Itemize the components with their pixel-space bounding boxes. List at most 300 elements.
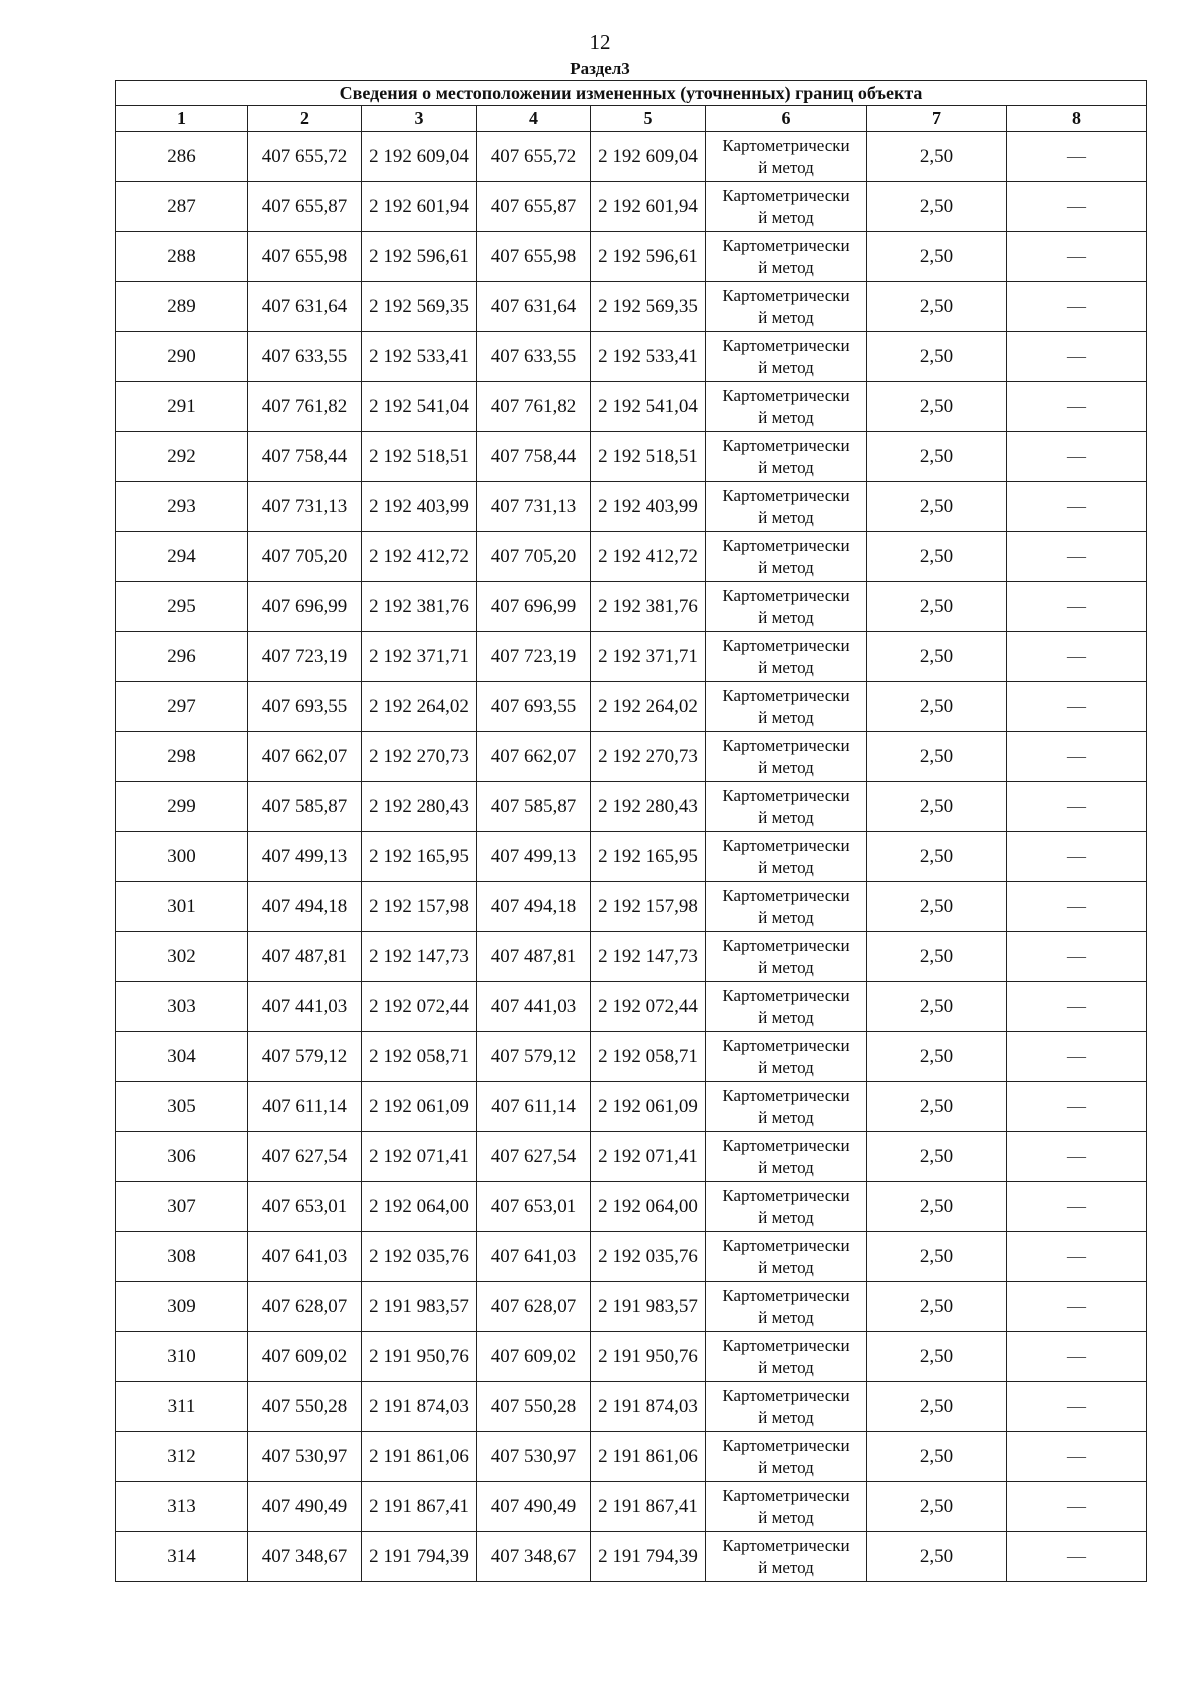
- point-number-cell: 306: [116, 1132, 248, 1182]
- description-cell: —: [1007, 632, 1147, 682]
- point-number-cell: 290: [116, 332, 248, 382]
- x-coordinate-refined-cell: 407 631,64: [477, 282, 591, 332]
- accuracy-cell: 2,50: [867, 1132, 1007, 1182]
- method-text: й метод: [758, 807, 814, 827]
- method-cell: [706, 1232, 867, 1282]
- y-coordinate-cell: 2 192 058,71: [362, 1032, 477, 1082]
- x-coordinate-cell: 407 696,99: [248, 582, 362, 632]
- y-coordinate-refined-cell: 2 192 609,04: [591, 132, 706, 182]
- method-text: Картометрически: [722, 1285, 850, 1305]
- method-cell: [706, 732, 867, 782]
- method-cell: [706, 982, 867, 1032]
- y-coordinate-cell: 2 192 609,04: [362, 132, 477, 182]
- x-coordinate-cell: 407 490,49: [248, 1482, 362, 1532]
- method-text: й метод: [758, 507, 814, 527]
- method-text: Картометрически: [722, 585, 850, 605]
- point-number-cell: 300: [116, 832, 248, 882]
- y-coordinate-cell: 2 192 412,72: [362, 532, 477, 582]
- accuracy-cell: 2,50: [867, 582, 1007, 632]
- accuracy-cell: 2,50: [867, 532, 1007, 582]
- accuracy-cell: 2,50: [867, 1032, 1007, 1082]
- point-number-cell: 296: [116, 632, 248, 682]
- method-text: Картометрически: [722, 1035, 850, 1055]
- method-text: Картометрически: [722, 435, 850, 455]
- method-text: Картометрически: [722, 1185, 850, 1205]
- description-cell: —: [1007, 832, 1147, 882]
- method-text: Картометрически: [722, 785, 850, 805]
- description-cell: —: [1007, 1032, 1147, 1082]
- x-coordinate-cell: 407 611,14: [248, 1082, 362, 1132]
- x-coordinate-cell: 407 723,19: [248, 632, 362, 682]
- x-coordinate-cell: 407 494,18: [248, 882, 362, 932]
- description-cell: —: [1007, 132, 1147, 182]
- description-cell: —: [1007, 382, 1147, 432]
- method-cell: [706, 582, 867, 632]
- accuracy-cell: 2,50: [867, 1232, 1007, 1282]
- method-text: й метод: [758, 1557, 814, 1577]
- y-coordinate-refined-cell: 2 192 596,61: [591, 232, 706, 282]
- column-number-8: 8: [1007, 106, 1147, 132]
- method-text: й метод: [758, 907, 814, 927]
- description-cell: —: [1007, 982, 1147, 1032]
- x-coordinate-cell: 407 655,87: [248, 182, 362, 232]
- description-cell: —: [1007, 1182, 1147, 1232]
- accuracy-cell: 2,50: [867, 282, 1007, 332]
- description-cell: —: [1007, 432, 1147, 482]
- column-number-7: 7: [867, 106, 1007, 132]
- accuracy-cell: 2,50: [867, 982, 1007, 1032]
- y-coordinate-refined-cell: 2 191 794,39: [591, 1532, 706, 1582]
- description-cell: —: [1007, 1432, 1147, 1482]
- y-coordinate-refined-cell: 2 192 569,35: [591, 282, 706, 332]
- method-text: Картометрически: [722, 135, 850, 155]
- table-row: [116, 1282, 1147, 1332]
- y-coordinate-cell: 2 192 061,09: [362, 1082, 477, 1132]
- point-number-cell: 304: [116, 1032, 248, 1082]
- x-coordinate-cell: 407 348,67: [248, 1532, 362, 1582]
- description-cell: —: [1007, 1382, 1147, 1432]
- method-text: Картометрически: [722, 385, 850, 405]
- method-cell: [706, 632, 867, 682]
- method-cell: [706, 1482, 867, 1532]
- x-coordinate-cell: 407 579,12: [248, 1032, 362, 1082]
- method-text: й метод: [758, 1207, 814, 1227]
- description-cell: —: [1007, 1332, 1147, 1382]
- method-text: й метод: [758, 1257, 814, 1277]
- description-cell: —: [1007, 582, 1147, 632]
- x-coordinate-refined-cell: 407 655,87: [477, 182, 591, 232]
- point-number-cell: 299: [116, 782, 248, 832]
- x-coordinate-cell: 407 631,64: [248, 282, 362, 332]
- method-text: Картометрически: [722, 185, 850, 205]
- point-number-cell: 291: [116, 382, 248, 432]
- table-row: [116, 1082, 1147, 1132]
- method-cell: [706, 1032, 867, 1082]
- method-text: й метод: [758, 857, 814, 877]
- method-text: Картометрически: [722, 1135, 850, 1155]
- x-coordinate-cell: 407 662,07: [248, 732, 362, 782]
- x-coordinate-refined-cell: 407 655,98: [477, 232, 591, 282]
- x-coordinate-refined-cell: 407 627,54: [477, 1132, 591, 1182]
- method-text: Картометрически: [722, 1385, 850, 1405]
- method-cell: [706, 1382, 867, 1432]
- table-row: [116, 1532, 1147, 1582]
- table-row: [116, 982, 1147, 1032]
- table-row: [116, 632, 1147, 682]
- description-cell: —: [1007, 1282, 1147, 1332]
- y-coordinate-cell: 2 192 518,51: [362, 432, 477, 482]
- table-row: [116, 1382, 1147, 1432]
- method-text: Картометрически: [722, 835, 850, 855]
- column-number-1: 1: [116, 106, 248, 132]
- x-coordinate-refined-cell: 407 653,01: [477, 1182, 591, 1232]
- method-cell: [706, 432, 867, 482]
- y-coordinate-cell: 2 192 403,99: [362, 482, 477, 532]
- y-coordinate-cell: 2 191 867,41: [362, 1482, 477, 1532]
- y-coordinate-refined-cell: 2 191 861,06: [591, 1432, 706, 1482]
- table-row: [116, 1432, 1147, 1482]
- x-coordinate-refined-cell: 407 494,18: [477, 882, 591, 932]
- point-number-cell: 292: [116, 432, 248, 482]
- accuracy-cell: 2,50: [867, 1182, 1007, 1232]
- method-cell: [706, 232, 867, 282]
- y-coordinate-cell: 2 192 035,76: [362, 1232, 477, 1282]
- accuracy-cell: 2,50: [867, 832, 1007, 882]
- y-coordinate-refined-cell: 2 192 601,94: [591, 182, 706, 232]
- y-coordinate-refined-cell: 2 192 035,76: [591, 1232, 706, 1282]
- method-text: й метод: [758, 607, 814, 627]
- column-number-4: 4: [477, 106, 591, 132]
- x-coordinate-refined-cell: 407 499,13: [477, 832, 591, 882]
- table-row: [116, 432, 1147, 482]
- method-cell: [706, 1532, 867, 1582]
- x-coordinate-refined-cell: 407 490,49: [477, 1482, 591, 1532]
- accuracy-cell: 2,50: [867, 1482, 1007, 1532]
- y-coordinate-cell: 2 192 533,41: [362, 332, 477, 382]
- table-row: [116, 782, 1147, 832]
- method-cell: [706, 282, 867, 332]
- x-coordinate-refined-cell: 407 611,14: [477, 1082, 591, 1132]
- y-coordinate-refined-cell: 2 192 061,09: [591, 1082, 706, 1132]
- method-text: Картометрически: [722, 335, 850, 355]
- method-text: й метод: [758, 1457, 814, 1477]
- x-coordinate-cell: 407 441,03: [248, 982, 362, 1032]
- y-coordinate-refined-cell: 2 192 270,73: [591, 732, 706, 782]
- description-cell: —: [1007, 732, 1147, 782]
- x-coordinate-cell: 407 655,98: [248, 232, 362, 282]
- y-coordinate-refined-cell: 2 191 867,41: [591, 1482, 706, 1532]
- y-coordinate-refined-cell: 2 192 165,95: [591, 832, 706, 882]
- coordinates-table: [115, 80, 1147, 1582]
- y-coordinate-cell: 2 192 165,95: [362, 832, 477, 882]
- method-cell: [706, 1282, 867, 1332]
- method-text: Картометрически: [722, 235, 850, 255]
- accuracy-cell: 2,50: [867, 782, 1007, 832]
- x-coordinate-cell: 407 758,44: [248, 432, 362, 482]
- accuracy-cell: 2,50: [867, 732, 1007, 782]
- table-row: [116, 932, 1147, 982]
- point-number-cell: 286: [116, 132, 248, 182]
- method-text: й метод: [758, 1057, 814, 1077]
- description-cell: —: [1007, 882, 1147, 932]
- description-cell: —: [1007, 1232, 1147, 1282]
- accuracy-cell: 2,50: [867, 1082, 1007, 1132]
- y-coordinate-cell: 2 192 381,76: [362, 582, 477, 632]
- method-text: й метод: [758, 357, 814, 377]
- table-row: [116, 232, 1147, 282]
- y-coordinate-cell: 2 192 601,94: [362, 182, 477, 232]
- y-coordinate-cell: 2 192 072,44: [362, 982, 477, 1032]
- table-row: [116, 132, 1147, 182]
- y-coordinate-cell: 2 192 371,71: [362, 632, 477, 682]
- method-text: й метод: [758, 957, 814, 977]
- table-row: [116, 732, 1147, 782]
- method-cell: [706, 382, 867, 432]
- x-coordinate-cell: 407 628,07: [248, 1282, 362, 1332]
- x-coordinate-refined-cell: 407 530,97: [477, 1432, 591, 1482]
- x-coordinate-cell: 407 693,55: [248, 682, 362, 732]
- y-coordinate-cell: 2 192 064,00: [362, 1182, 477, 1232]
- method-text: й метод: [758, 1307, 814, 1327]
- point-number-cell: 310: [116, 1332, 248, 1382]
- method-text: Картометрически: [722, 1535, 850, 1555]
- method-text: й метод: [758, 457, 814, 477]
- method-cell: [706, 182, 867, 232]
- method-text: й метод: [758, 707, 814, 727]
- point-number-cell: 297: [116, 682, 248, 732]
- method-text: й метод: [758, 307, 814, 327]
- method-text: Картометрически: [722, 735, 850, 755]
- x-coordinate-cell: 407 633,55: [248, 332, 362, 382]
- x-coordinate-refined-cell: 407 585,87: [477, 782, 591, 832]
- method-text: й метод: [758, 1357, 814, 1377]
- point-number-cell: 294: [116, 532, 248, 582]
- y-coordinate-refined-cell: 2 191 983,57: [591, 1282, 706, 1332]
- point-number-cell: 287: [116, 182, 248, 232]
- method-text: й метод: [758, 257, 814, 277]
- method-text: Картометрически: [722, 685, 850, 705]
- method-cell: [706, 832, 867, 882]
- y-coordinate-refined-cell: 2 192 518,51: [591, 432, 706, 482]
- y-coordinate-cell: 2 191 950,76: [362, 1332, 477, 1382]
- table-row: [116, 682, 1147, 732]
- x-coordinate-cell: 407 655,72: [248, 132, 362, 182]
- method-text: й метод: [758, 1007, 814, 1027]
- point-number-cell: 305: [116, 1082, 248, 1132]
- y-coordinate-refined-cell: 2 192 403,99: [591, 482, 706, 532]
- x-coordinate-cell: 407 627,54: [248, 1132, 362, 1182]
- x-coordinate-refined-cell: 407 693,55: [477, 682, 591, 732]
- description-cell: —: [1007, 932, 1147, 982]
- x-coordinate-refined-cell: 407 641,03: [477, 1232, 591, 1282]
- point-number-cell: 313: [116, 1482, 248, 1532]
- x-coordinate-cell: 407 530,97: [248, 1432, 362, 1482]
- method-cell: [706, 1332, 867, 1382]
- description-cell: —: [1007, 232, 1147, 282]
- table-row: [116, 382, 1147, 432]
- x-coordinate-cell: 407 499,13: [248, 832, 362, 882]
- table-row: [116, 1232, 1147, 1282]
- method-text: й метод: [758, 557, 814, 577]
- x-coordinate-refined-cell: 407 609,02: [477, 1332, 591, 1382]
- table-caption-row: [116, 81, 1147, 106]
- method-cell: [706, 132, 867, 182]
- description-cell: —: [1007, 1532, 1147, 1582]
- table-row: [116, 482, 1147, 532]
- table-row: [116, 1482, 1147, 1532]
- method-text: Картометрически: [722, 1235, 850, 1255]
- point-number-cell: 298: [116, 732, 248, 782]
- method-text: й метод: [758, 757, 814, 777]
- description-cell: —: [1007, 682, 1147, 732]
- column-number-2: 2: [248, 106, 362, 132]
- table-body: [116, 132, 1147, 1582]
- y-coordinate-refined-cell: 2 192 058,71: [591, 1032, 706, 1082]
- x-coordinate-refined-cell: 407 723,19: [477, 632, 591, 682]
- x-coordinate-refined-cell: 407 696,99: [477, 582, 591, 632]
- x-coordinate-refined-cell: 407 348,67: [477, 1532, 591, 1582]
- accuracy-cell: 2,50: [867, 332, 1007, 382]
- column-number-6: 6: [706, 106, 867, 132]
- x-coordinate-cell: 407 705,20: [248, 532, 362, 582]
- method-text: й метод: [758, 1407, 814, 1427]
- accuracy-cell: 2,50: [867, 1282, 1007, 1332]
- x-coordinate-cell: 407 487,81: [248, 932, 362, 982]
- point-number-cell: 314: [116, 1532, 248, 1582]
- method-cell: [706, 1082, 867, 1132]
- method-cell: [706, 1432, 867, 1482]
- accuracy-cell: 2,50: [867, 882, 1007, 932]
- point-number-cell: 289: [116, 282, 248, 332]
- table-row: [116, 1132, 1147, 1182]
- page-number: 12: [589, 30, 611, 54]
- point-number-cell: 295: [116, 582, 248, 632]
- description-cell: —: [1007, 282, 1147, 332]
- y-coordinate-refined-cell: 2 192 147,73: [591, 932, 706, 982]
- table-row: [116, 282, 1147, 332]
- y-coordinate-cell: 2 191 861,06: [362, 1432, 477, 1482]
- y-coordinate-cell: 2 192 280,43: [362, 782, 477, 832]
- accuracy-cell: 2,50: [867, 432, 1007, 482]
- point-number-cell: 311: [116, 1382, 248, 1432]
- method-text: Картометрически: [722, 985, 850, 1005]
- method-text: й метод: [758, 1507, 814, 1527]
- y-coordinate-cell: 2 191 794,39: [362, 1532, 477, 1582]
- y-coordinate-cell: 2 191 983,57: [362, 1282, 477, 1332]
- point-number-cell: 293: [116, 482, 248, 532]
- description-cell: —: [1007, 782, 1147, 832]
- method-text: й метод: [758, 157, 814, 177]
- method-text: Картометрически: [722, 285, 850, 305]
- x-coordinate-refined-cell: 407 550,28: [477, 1382, 591, 1432]
- y-coordinate-refined-cell: 2 192 071,41: [591, 1132, 706, 1182]
- y-coordinate-refined-cell: 2 192 533,41: [591, 332, 706, 382]
- method-cell: [706, 332, 867, 382]
- table-row: [116, 882, 1147, 932]
- description-cell: —: [1007, 332, 1147, 382]
- section-title: Раздел3: [570, 59, 630, 78]
- x-coordinate-cell: 407 585,87: [248, 782, 362, 832]
- y-coordinate-cell: 2 192 157,98: [362, 882, 477, 932]
- method-text: Картометрически: [722, 485, 850, 505]
- y-coordinate-refined-cell: 2 192 157,98: [591, 882, 706, 932]
- table-row: [116, 1182, 1147, 1232]
- accuracy-cell: 2,50: [867, 1332, 1007, 1382]
- method-text: й метод: [758, 407, 814, 427]
- x-coordinate-cell: 407 609,02: [248, 1332, 362, 1382]
- y-coordinate-refined-cell: 2 192 412,72: [591, 532, 706, 582]
- x-coordinate-refined-cell: 407 758,44: [477, 432, 591, 482]
- accuracy-cell: 2,50: [867, 232, 1007, 282]
- accuracy-cell: 2,50: [867, 1532, 1007, 1582]
- method-text: й метод: [758, 1157, 814, 1177]
- table-row: [116, 582, 1147, 632]
- method-text: й метод: [758, 657, 814, 677]
- table-row: [116, 1032, 1147, 1082]
- x-coordinate-refined-cell: 407 705,20: [477, 532, 591, 582]
- description-cell: —: [1007, 532, 1147, 582]
- point-number-cell: 303: [116, 982, 248, 1032]
- point-number-cell: 308: [116, 1232, 248, 1282]
- accuracy-cell: 2,50: [867, 482, 1007, 532]
- method-text: Картометрически: [722, 935, 850, 955]
- method-text: Картометрически: [722, 1485, 850, 1505]
- y-coordinate-refined-cell: 2 192 280,43: [591, 782, 706, 832]
- table-row: [116, 532, 1147, 582]
- x-coordinate-refined-cell: 407 628,07: [477, 1282, 591, 1332]
- y-coordinate-cell: 2 192 569,35: [362, 282, 477, 332]
- table-row: [116, 332, 1147, 382]
- accuracy-cell: 2,50: [867, 1432, 1007, 1482]
- method-cell: [706, 1132, 867, 1182]
- method-text: Картометрически: [722, 885, 850, 905]
- y-coordinate-cell: 2 192 541,04: [362, 382, 477, 432]
- x-coordinate-refined-cell: 407 441,03: [477, 982, 591, 1032]
- y-coordinate-refined-cell: 2 191 874,03: [591, 1382, 706, 1432]
- description-cell: —: [1007, 482, 1147, 532]
- method-text: Картометрически: [722, 535, 850, 555]
- method-cell: [706, 482, 867, 532]
- point-number-cell: 301: [116, 882, 248, 932]
- method-cell: [706, 682, 867, 732]
- method-text: Картометрически: [722, 1335, 850, 1355]
- x-coordinate-refined-cell: 407 487,81: [477, 932, 591, 982]
- x-coordinate-cell: 407 761,82: [248, 382, 362, 432]
- y-coordinate-refined-cell: 2 192 064,00: [591, 1182, 706, 1232]
- y-coordinate-cell: 2 192 596,61: [362, 232, 477, 282]
- method-text: й метод: [758, 207, 814, 227]
- column-number-5: 5: [591, 106, 706, 132]
- description-cell: —: [1007, 1132, 1147, 1182]
- y-coordinate-refined-cell: 2 192 371,71: [591, 632, 706, 682]
- table-row: [116, 182, 1147, 232]
- table-row: [116, 832, 1147, 882]
- y-coordinate-cell: 2 192 147,73: [362, 932, 477, 982]
- method-text: Картометрически: [722, 635, 850, 655]
- accuracy-cell: 2,50: [867, 132, 1007, 182]
- description-cell: —: [1007, 182, 1147, 232]
- accuracy-cell: 2,50: [867, 1382, 1007, 1432]
- x-coordinate-cell: 407 550,28: [248, 1382, 362, 1432]
- y-coordinate-cell: 2 192 264,02: [362, 682, 477, 732]
- x-coordinate-cell: 407 641,03: [248, 1232, 362, 1282]
- accuracy-cell: 2,50: [867, 632, 1007, 682]
- x-coordinate-cell: 407 731,13: [248, 482, 362, 532]
- x-coordinate-refined-cell: 407 655,72: [477, 132, 591, 182]
- method-text: Картометрически: [722, 1435, 850, 1455]
- method-cell: [706, 782, 867, 832]
- y-coordinate-cell: 2 192 270,73: [362, 732, 477, 782]
